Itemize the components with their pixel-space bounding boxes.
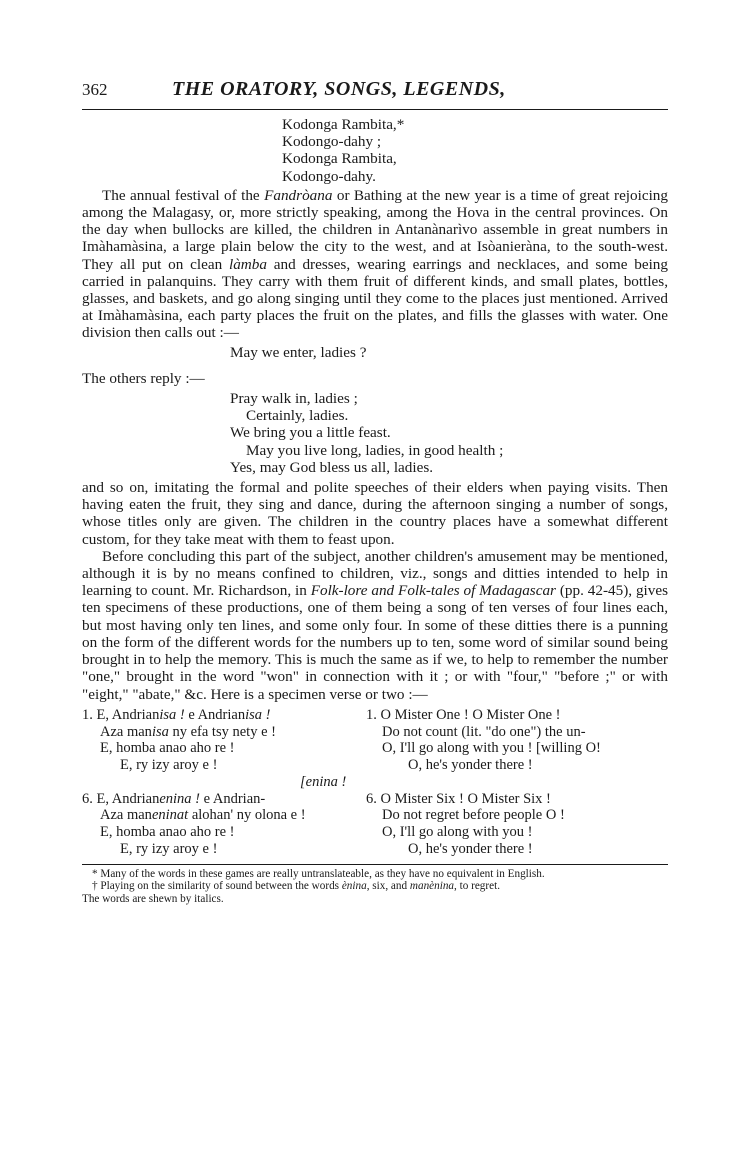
footnote-italics-note: The words are shewn by italics. xyxy=(82,893,224,906)
verse-line: Kodongo-dahy ; xyxy=(282,133,382,151)
bracket-enina: [enina ! xyxy=(300,773,347,790)
page-number: 362 xyxy=(82,80,108,99)
running-title: THE ORATORY, SONGS, LEGENDS, xyxy=(172,78,506,100)
reply-verse xyxy=(230,390,668,476)
counting-verse-6 xyxy=(82,791,668,858)
counting-verse-1 xyxy=(82,707,668,791)
paragraph-fandroana: The annual festival of the Fandròana or Bathing at the new year is a time of great rejoicing among the Malagasy, or, more strictly speaking, among the Hova in the central provinces. On the day when bullocks are killed, the children in Antanànarìvo assemble in great numbers in Imàhamàsina, a large plain below the city to the west, and at Isòanieràna, to the south-west. They all put on clean làmba and dresses, wearing earrings and necklaces, and some being carried in palanquins. They carry with them fruit of different kinds, and small plates, bottles, glasses, and baskets, and go along singing until they come to the places just mentioned. Arrived at Imàhamàsina, each party places the fruit on the plates, and fills the glasses with water. One division then calls out :— xyxy=(82,186,668,342)
footnotes xyxy=(82,864,668,906)
footnote-star: * Many of the words in these games are really untranslateable, as they have no equivalent in English. xyxy=(92,867,545,880)
footnote-dagger: † Playing on the similarity of sound between the words ènina, six, and manènina, to regret. xyxy=(92,880,500,893)
running-header xyxy=(82,78,668,110)
verse-kodonga xyxy=(282,116,668,185)
verse-line: Certainly, ladies. xyxy=(246,407,349,425)
english-verse-1: 1. O Mister One ! O Mister One ! Do not count (lit. "do one") the un- O, I'll go along with you ! [willing O! O, he's yonder there ! xyxy=(366,706,601,774)
verse-line: Pray walk in, ladies ; xyxy=(230,390,358,408)
paragraph-visits: and so on, imitating the formal and polite speeches of their elders when paying visits. Then having eaten the fruit, they sing and dance, during the afternoon singing a number of songs, whose titles only are given. The children in the country places have a somewhat different custom, for they take meat with them to feast upon. xyxy=(82,479,668,548)
verse-line: Kodonga Rambita, xyxy=(282,150,397,168)
reply-intro: The others reply :— xyxy=(82,369,205,387)
verse-line: Yes, may God bless us all, ladies. xyxy=(230,458,434,476)
malagasy-verse-1: 1. E, Andrianisa ! e Andrianisa ! Aza manisa ny efa tsy nety e ! E, homba anao aho re ! E, ry izy aroy e ! [enina ! xyxy=(82,707,366,791)
verse-line: Kodonga Rambita,* xyxy=(282,116,405,133)
verse-line: Kodongo-dahy. xyxy=(282,167,376,185)
paragraph-counting: Before concluding this part of the subject, another children's amusement may be mentioned, although it is by no means confined to children, viz., songs and ditties intended to help in learning to count. Mr. Richardson, in Folk-lore and Folk-tales of Madagascar (pp. 42-45), gives ten specimens of these productions, one of them being a song of ten verses of four lines each, but most having only ten lines, and some only four. In some of these ditties there is a punning on the form of the different words for the numbers up to ten, some word of similar sound being brought in to help the memory. This is much the same as if we, to help to remember the number "one," brought in the word "won" in connection with it ; or with "four," "before ;" or with "eight," "abate," &c. Here is a specimen verse or two :— xyxy=(82,547,668,703)
verse-line: May you live long, ladies, in good health ; xyxy=(246,441,504,459)
english-verse-6: 6. O Mister Six ! O Mister Six ! Do not regret before people O ! O, I'll go along with you ! O, he's yonder there ! xyxy=(366,790,565,858)
malagasy-verse-6: 6. E, Andrianenina ! e Andrian- Aza maneninat alohan' ny olona e ! E, homba anao aho re ! E, ry izy aroy e ! xyxy=(82,790,306,858)
call-line: May we enter, ladies ? xyxy=(230,343,367,361)
verse-line: We bring you a little feast. xyxy=(230,424,391,442)
page xyxy=(82,78,668,906)
